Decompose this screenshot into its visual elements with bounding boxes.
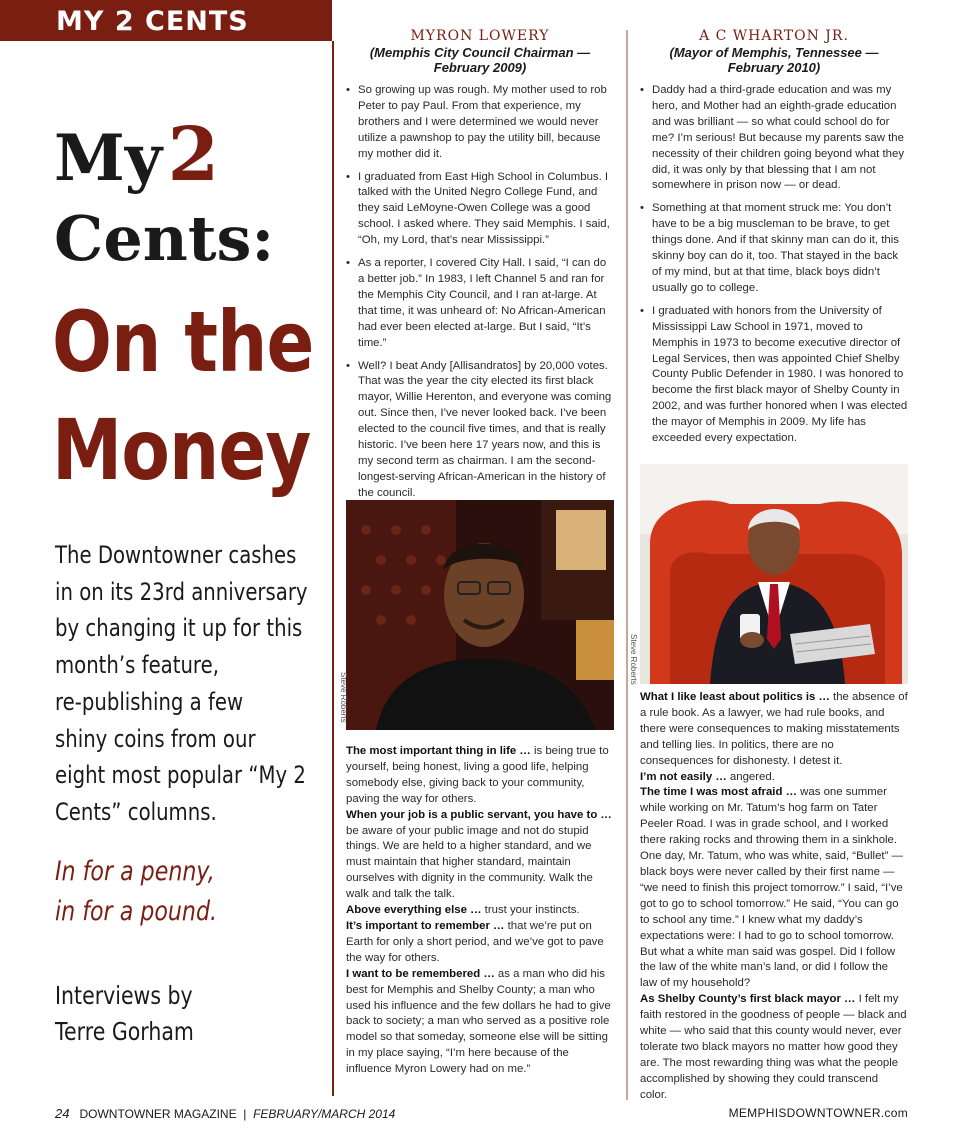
issue-date: FEBRUARY/MARCH 2014: [253, 1107, 396, 1121]
qa-answer: be aware of your public image and not do stupid things. We are held to a higher standard, and we must maintain that higher standard, maintain ourselves with dignity in the community. Walk the walk and talk the talk.: [346, 824, 593, 901]
headline-line-3: On the: [52, 293, 314, 391]
qa-item: [640, 690, 908, 770]
intro-line: Cents” columns.: [55, 797, 217, 826]
qa-answer: angered.: [726, 770, 775, 783]
bullet-list: [346, 83, 614, 502]
headline-line-1: [54, 112, 220, 198]
qa-answer: the absence of a rule book. As a lawyer, we had rule books, and there were consequences to making misstatements and telling lies. In politics, there are no consequences for dishonesty. I detest it.: [640, 691, 908, 767]
bullet-item: • Well? I beat Andy [Allisandratos] by 20,000 votes. That was the year the city elected its first black mayor, Willie Herenton, and everyone was coming out. Since then, I’ve never looked back. I’ve been elected to the council five times, and that is really historic. I’ve been here 17 years now, and this is my second term as chairman. I am the second-longest-serving African-American in the history of the council.: [346, 359, 614, 502]
qa-prompt: When your job is a public servant, you have to …: [346, 808, 612, 821]
qa-item: [640, 770, 908, 786]
bullet-item: • So growing up was rough. My mother used to rob Peter to pay Paul. From that experience, my brothers and I were determined we would never utilize a pawnshop to pay the utility bill, because my mother did it.: [346, 83, 614, 163]
qa-prompt: It’s important to remember …: [346, 919, 505, 932]
qa-prompt: I’m not easily …: [640, 770, 727, 783]
tagline-line: in for a pound.: [55, 896, 218, 927]
footer-left: [55, 1106, 395, 1121]
qa-lowery: [346, 744, 614, 1078]
headline-2: 2: [167, 112, 220, 198]
photo-credit: Steve Roberts: [339, 672, 348, 723]
qa-prompt: What I like least about politics is …: [640, 691, 830, 703]
bullet-item: • Something at that moment struck me: You don’t have to be a big muscleman to be brave, to get things done. And if that skinny man can do it, this skinny boy can do it, too. That stayed in the back of my mind, but at that time, black boys didn’t usually go to college.: [640, 201, 908, 296]
tagline: [55, 852, 253, 932]
magazine-name: DOWNTOWNER MAGAZINE: [79, 1107, 237, 1121]
byline-line: Interviews by: [55, 981, 193, 1010]
interviewee-role: (Mayor of Memphis, Tennessee — February 2010): [669, 45, 879, 75]
qa-answer: that we’re put on Earth for only a short period, and we’ve got to pave the way for others.: [346, 919, 604, 964]
qa-item: [346, 744, 614, 808]
intro-line: month’s feature,: [55, 651, 219, 680]
qa-item: [640, 992, 908, 1103]
intro-line: shiny coins from our: [55, 724, 256, 753]
bullet-item: • As a reporter, I covered City Hall. I said, “I can do a better job.” In 1983, I left Channel 5 and ran for the Memphis City Council, and I ran at-large. At that time, it was unheard of: No African-American had ever been elected at-large. But I said, “It’s time.”: [346, 256, 614, 351]
interviewee-role: (Memphis City Council Chairman — February 2009): [369, 45, 591, 75]
bullet-item: • I graduated from East High School in Columbus. I talked with the United Negro College Fund, and they said LeMoyne-Owen College was a good school. I asked where. They said Memphis. I said, “Oh, my Lord, that’s near Mississippi.”: [346, 170, 614, 250]
qa-prompt: Above everything else …: [346, 904, 482, 917]
qa-item: [346, 967, 614, 1078]
photo-wharton: [640, 464, 908, 684]
qa-answer: is being true to yourself, being honest, living a good life, helping somebody else, giving back to your community, paving the way for others.: [346, 745, 609, 805]
interviewee-name: A C WHARTON JR.: [699, 28, 849, 44]
intro-line: The Downtowner cashes: [55, 541, 297, 569]
qa-item: [640, 785, 908, 992]
qa-prompt: The most important thing in life …: [346, 745, 531, 757]
qa-answer: trust your instincts.: [481, 904, 580, 917]
headline-my: My: [54, 121, 163, 196]
intro-line: by changing it up for this: [55, 614, 303, 643]
bullet-list: [640, 83, 908, 447]
qa-answer: was one summer while working on Mr. Tatum’s hog farm on Tater Peeler Road. I was in grade school, and I worked there raking rocks and throwing them in a sinkhole. One day, Mr. Tatum, who was white, said, “Bullet” — black boys were never called by their first name — “we need to finish this project tomorrow.” I said, “I’ve got to go to school tomorrow.” He said, “You can go to school any time.” I knew what my daddy’s expectations were: I had to go to school tomorrow. But what a white man said was gospel. Did I follow the law of the white man’s land, or did I follow the law of my household?: [640, 786, 903, 990]
qa-item: [346, 808, 614, 903]
photo-credit: Steve Roberts: [629, 634, 638, 685]
qa-answer: as a man who did his best for Memphis and Shelby County; a man who used his influence and the few dollars he had to give back to society; a man who served as a positive role model so that someday, someone else will be sitting in my place saying, “I’m here because of the influence Myron Lowery had on me.”: [346, 967, 611, 1076]
page-number: 24: [55, 1106, 70, 1121]
byline: [55, 978, 224, 1050]
website-url: MEMPHISDOWNTOWNER.com: [728, 1106, 908, 1120]
qa-item: [346, 919, 614, 967]
section-tab-label: MY 2 CENTS: [56, 6, 249, 37]
qa-answer: I felt my faith restored in the goodness of people — black and white — who said that this county would never, ever tolerate two black mayors no matter how good they are. The most rewarding thing was what the people accomplished by showing they could transcend color.: [640, 993, 907, 1101]
intro-line: in on its 23rd anniversary: [55, 577, 308, 606]
portrait-lowery-image: [346, 500, 614, 730]
bullet-item: • Daddy had a third-grade education and was my hero, and Mother had an eighth-grade education and was brilliant — so what could school do for me? I’m serious! But because my parents saw the necessity of their children going beyond what they did, it was only by that blessing that I am not somewhere in prison now — or dead.: [640, 83, 908, 194]
photo-lowery: [346, 500, 614, 730]
headline-line-4: Money: [52, 401, 311, 499]
section-tab: [0, 0, 332, 41]
qa-prompt: The time I was most afraid …: [640, 786, 797, 799]
tagline-line: In for a penny,: [55, 856, 215, 887]
portrait-wharton-image: [640, 464, 908, 684]
qa-wharton: [640, 690, 908, 1104]
intro-line: eight most popular “My 2: [55, 761, 306, 790]
qa-item: [346, 903, 614, 919]
bullet-item: • I graduated with honors from the University of Mississippi Law School in 1971, moved to Memphis in 1973 to become executive director of Legal Services, then was appointed Chief Shelby County Public Defender in 1980. I was honored to become the first black mayor of Shelby County in 2002, and was further honored when I was elected the mayor of Memphis in 2009. My life has exceeded every expectation.: [640, 304, 908, 447]
footer-separator: |: [243, 1107, 247, 1121]
qa-prompt: I want to be remembered …: [346, 967, 495, 980]
interviewee-name: MYRON LOWERY: [410, 28, 550, 44]
byline-line: Terre Gorham: [55, 1017, 194, 1046]
intro-text: [55, 537, 355, 831]
qa-prompt: As Shelby County’s first black mayor …: [640, 993, 856, 1006]
column-lowery: [346, 28, 614, 509]
headline-line-2: Cents:: [54, 202, 275, 275]
column-wharton: [640, 28, 908, 454]
intro-line: re-publishing a few: [55, 687, 244, 716]
column-divider: [626, 30, 628, 1100]
